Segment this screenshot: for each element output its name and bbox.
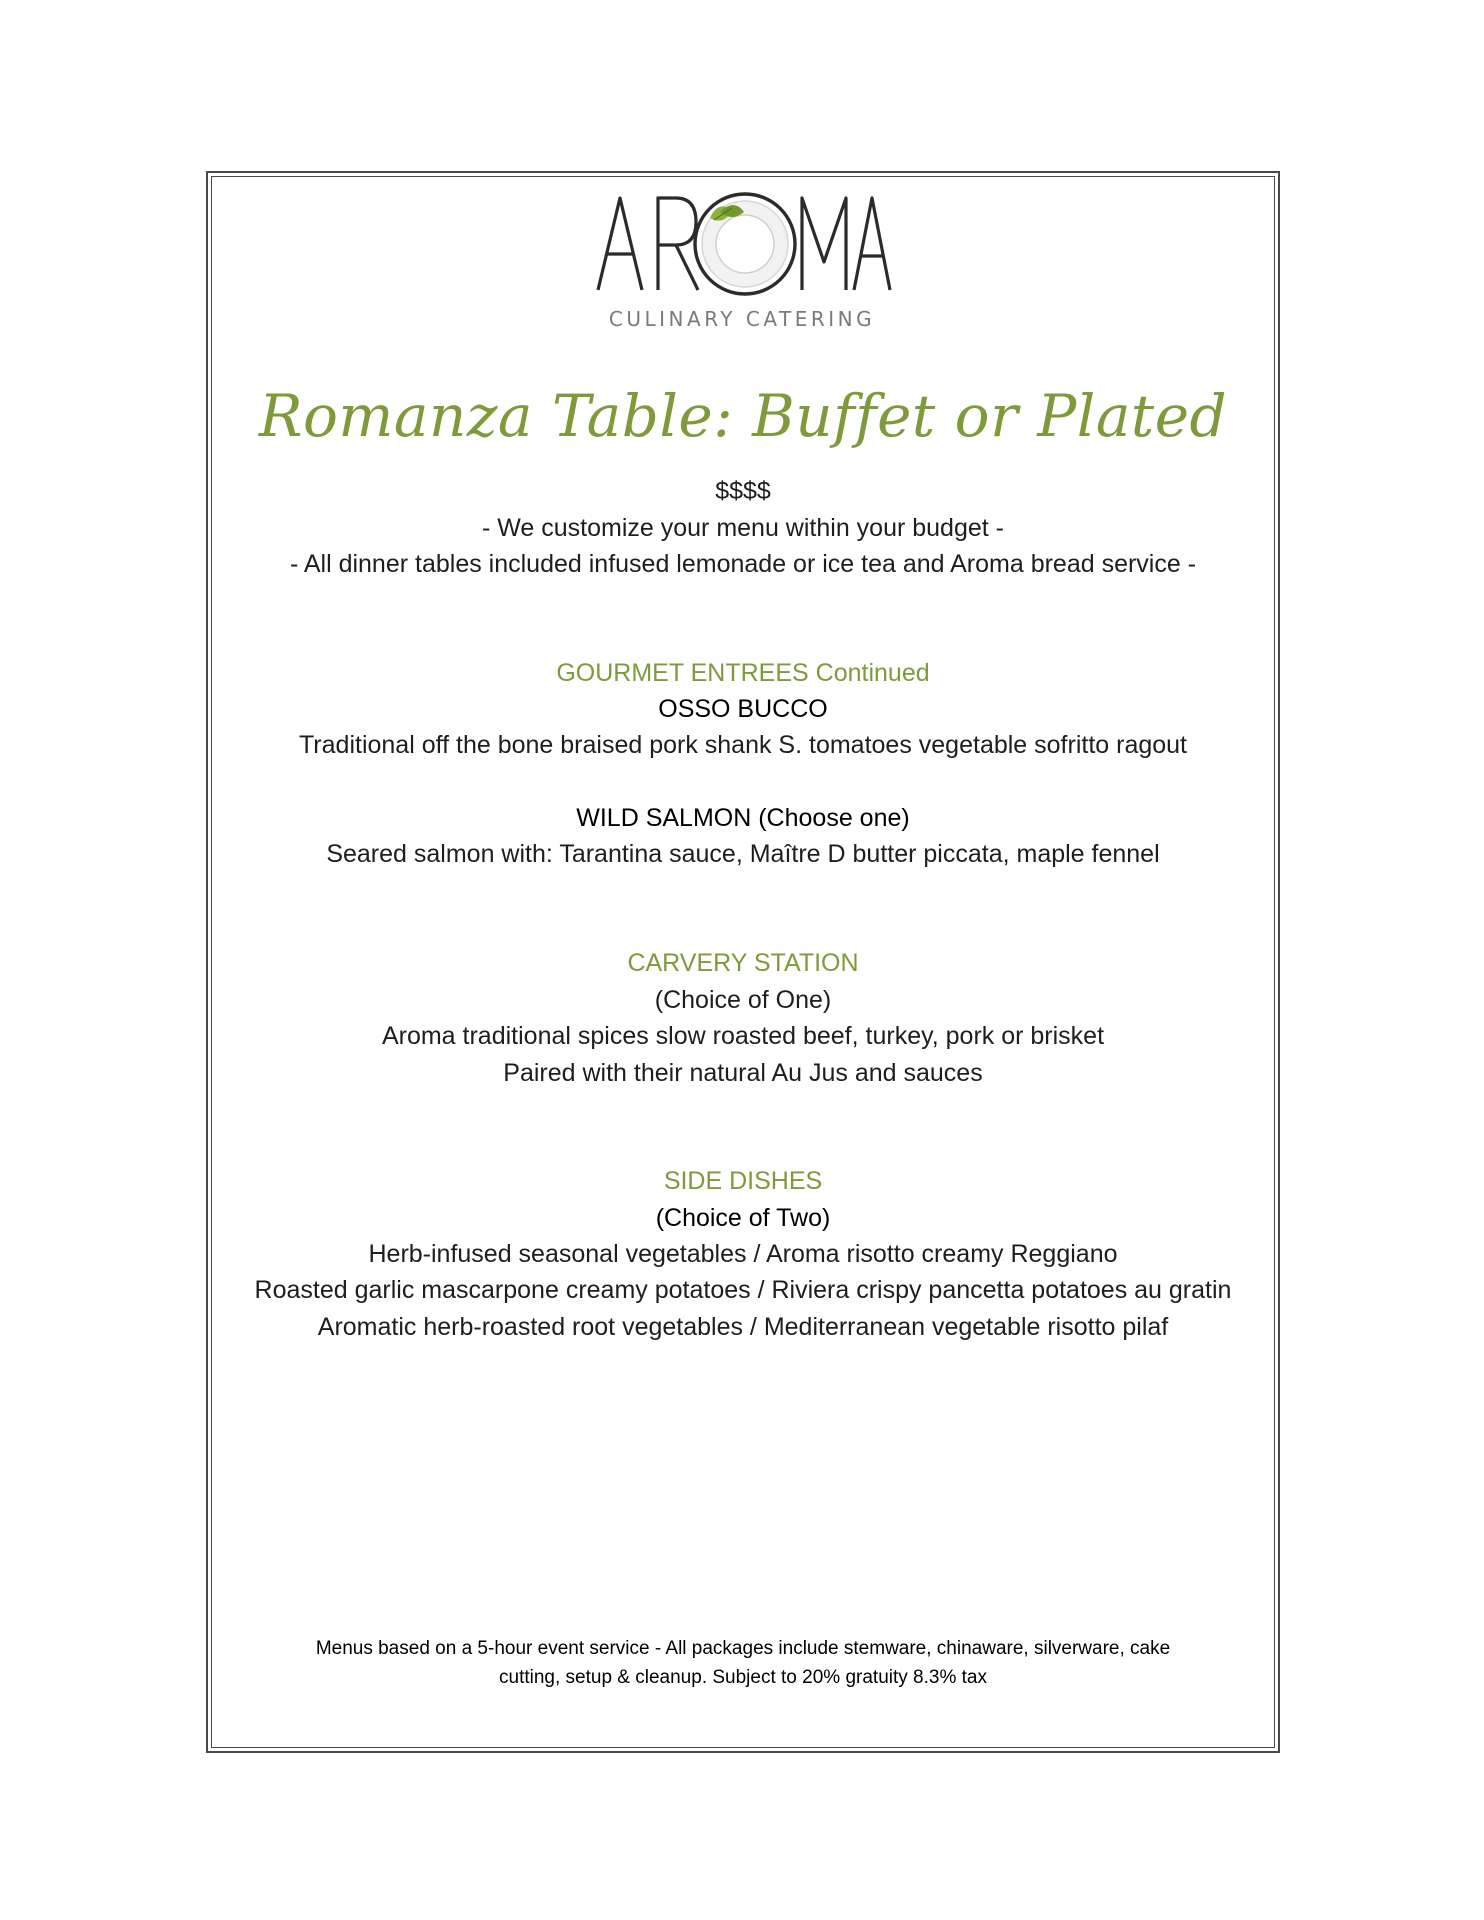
carvery-line-3: Paired with their natural Au Jus and sauces xyxy=(503,1059,983,1087)
sides-line-1: Herb-infused seasonal vegetables / Aroma risotto creamy Reggiano xyxy=(368,1240,1118,1268)
dish-description-wild-salmon: Seared salmon with: Tarantina sauce, Maître D butter piccata, maple fennel xyxy=(326,840,1160,868)
menu-title: Romanza Table: Buffet or Plated xyxy=(258,382,1228,450)
sides-choice-note: (Choice of Two) xyxy=(655,1204,831,1232)
section-heading-sides: SIDE DISHES xyxy=(663,1167,823,1195)
dish-name-wild-salmon: WILD SALMON (Choose one) xyxy=(576,804,910,832)
carvery-line-1: (Choice of One) xyxy=(654,986,832,1014)
footer-terms-line-2: cutting, setup & cleanup. Subject to 20% gratuity 8.3% tax xyxy=(499,1667,987,1688)
section-heading-entrees: GOURMET ENTREES Continued xyxy=(556,659,930,687)
footer-terms-line-1: Menus based on a 5-hour event service - All packages include stemware, chinaware, silverware, cake xyxy=(315,1638,1171,1659)
sides-line-2: Roasted garlic mascarpone creamy potatoes / Riviera crispy pancetta potatoes au gratin xyxy=(254,1276,1232,1304)
dish-name-osso-bucco: OSSO BUCCO xyxy=(658,695,828,723)
sides-line-3: Aromatic herb-roasted root vegetables / Mediterranean vegetable risotto pilaf xyxy=(317,1313,1169,1341)
logo-mark xyxy=(592,190,892,302)
price-level: $$$$ xyxy=(715,477,771,505)
intro-line-1: - We customize your menu within your budget - xyxy=(482,514,1004,542)
section-heading-carvery: CARVERY STATION xyxy=(627,949,859,977)
dish-description-osso-bucco: Traditional off the bone braised pork shank S. tomatoes vegetable sofritto ragout xyxy=(298,731,1188,759)
carvery-line-2: Aroma traditional spices slow roasted beef, turkey, pork or brisket xyxy=(381,1022,1105,1050)
intro-line-2: - All dinner tables included infused lemonade or ice tea and Aroma bread service - xyxy=(289,550,1197,578)
aroma-logo xyxy=(0,190,1484,307)
logo-tagline: CULINARY CATERING xyxy=(608,307,876,331)
